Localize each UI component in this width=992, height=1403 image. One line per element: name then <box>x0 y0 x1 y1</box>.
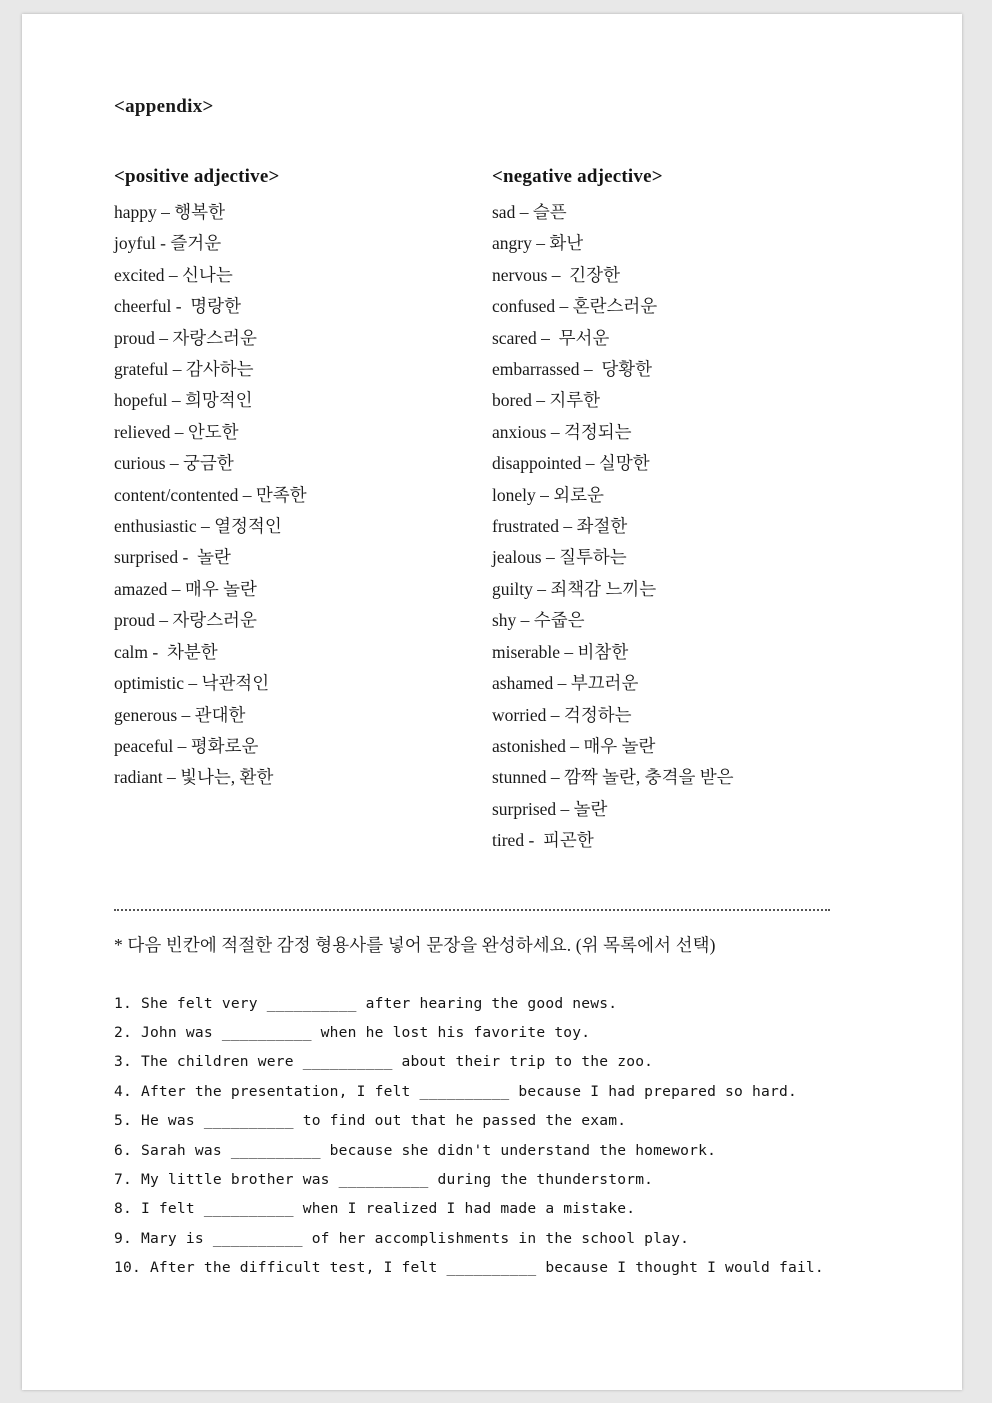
list-item: amazed – 매우 놀란 <box>114 578 257 599</box>
list-item: miserable – 비참한 <box>492 641 629 662</box>
list-item: scared – 무서운 <box>492 327 610 348</box>
list-item: hopeful – 희망적인 <box>114 390 253 411</box>
list-item: radiant – 빛나는, 환한 <box>114 767 274 788</box>
list-item: stunned – 깜짝 놀란, 충격을 받은 <box>492 767 734 788</box>
list-item: confused – 혼란스러운 <box>492 296 658 317</box>
list-item: embarrassed – 당황한 <box>492 359 653 380</box>
list-item: angry – 화난 <box>492 233 584 254</box>
list-item: lonely – 외로운 <box>492 484 604 505</box>
list-item: 4. After the presentation, I felt __________ because I had prepared so hard. <box>114 1082 797 1100</box>
list-item: tired - 피곤한 <box>492 830 594 851</box>
exercise-question-list <box>114 989 870 1283</box>
list-item: joyful - 즐거운 <box>114 233 222 254</box>
list-item: shy – 수줍은 <box>492 610 585 631</box>
list-item: content/contented – 만족한 <box>114 484 307 505</box>
list-item: 1. She felt very __________ after hearing the good news. <box>114 994 618 1012</box>
list-item: 5. He was __________ to find out that he passed the exam. <box>114 1112 627 1130</box>
list-item: optimistic – 낙관적인 <box>114 673 270 694</box>
positive-adjective-column <box>114 166 492 794</box>
list-item: proud – 자랑스러운 <box>114 327 257 348</box>
list-item: 3. The children were __________ about their trip to the zoo. <box>114 1053 654 1071</box>
list-item: astonished – 매우 놀란 <box>492 735 656 756</box>
list-item: 9. Mary is __________ of her accomplishments in the school play. <box>114 1229 690 1247</box>
list-item: surprised – 놀란 <box>492 798 608 819</box>
list-item: generous – 관대한 <box>114 704 246 725</box>
list-item: jealous – 질투하는 <box>492 547 627 568</box>
negative-adjective-column <box>492 166 870 857</box>
list-item: nervous – 긴장한 <box>492 264 620 285</box>
list-item: surprised - 놀란 <box>114 547 231 568</box>
list-item: grateful – 감사하는 <box>114 359 254 380</box>
list-item: 7. My little brother was __________ during the thunderstorm. <box>114 1170 654 1188</box>
list-item: guilty – 죄책감 느끼는 <box>492 578 657 599</box>
exercise-instruction: * 다음 빈칸에 적절한 감정 형용사를 넣어 문장을 완성하세요. (위 목록에서 선택) <box>114 934 716 955</box>
list-item: cheerful - 명랑한 <box>114 296 241 317</box>
list-item: 10. After the difficult test, I felt __________ because I thought I would fail. <box>114 1259 824 1277</box>
list-item: 2. John was __________ when he lost his favorite toy. <box>114 1023 591 1041</box>
list-item: calm - 차분한 <box>114 641 218 662</box>
list-item: worried – 걱정하는 <box>492 704 632 725</box>
negative-adjective-heading: <negative adjective> <box>492 166 663 187</box>
list-item: bored – 지루한 <box>492 390 601 411</box>
list-item: 6. Sarah was __________ because she didn't understand the homework. <box>114 1141 717 1159</box>
document-content <box>22 14 962 1390</box>
list-item: ashamed – 부끄러운 <box>492 673 639 694</box>
adjective-columns <box>114 166 870 857</box>
list-item: frustrated – 좌절한 <box>492 516 628 537</box>
appendix-label: <appendix> <box>114 96 214 117</box>
positive-adjective-list <box>114 197 492 794</box>
list-item: happy – 행복한 <box>114 202 225 222</box>
list-item: sad – 슬픈 <box>492 202 567 222</box>
list-item: proud – 자랑스러운 <box>114 610 257 631</box>
negative-adjective-list <box>492 197 870 857</box>
list-item: relieved – 안도한 <box>114 421 239 442</box>
list-item: anxious – 걱정되는 <box>492 421 632 442</box>
list-item: disappointed – 실망한 <box>492 453 650 474</box>
document-page <box>22 14 962 1390</box>
list-item: enthusiastic – 열정적인 <box>114 516 282 537</box>
list-item: peaceful – 평화로운 <box>114 735 259 756</box>
positive-adjective-heading: <positive adjective> <box>114 166 280 187</box>
section-divider <box>114 909 830 911</box>
list-item: 8. I felt __________ when I realized I had made a mistake. <box>114 1200 636 1218</box>
list-item: excited – 신나는 <box>114 264 233 285</box>
list-item: curious – 궁금한 <box>114 453 234 474</box>
